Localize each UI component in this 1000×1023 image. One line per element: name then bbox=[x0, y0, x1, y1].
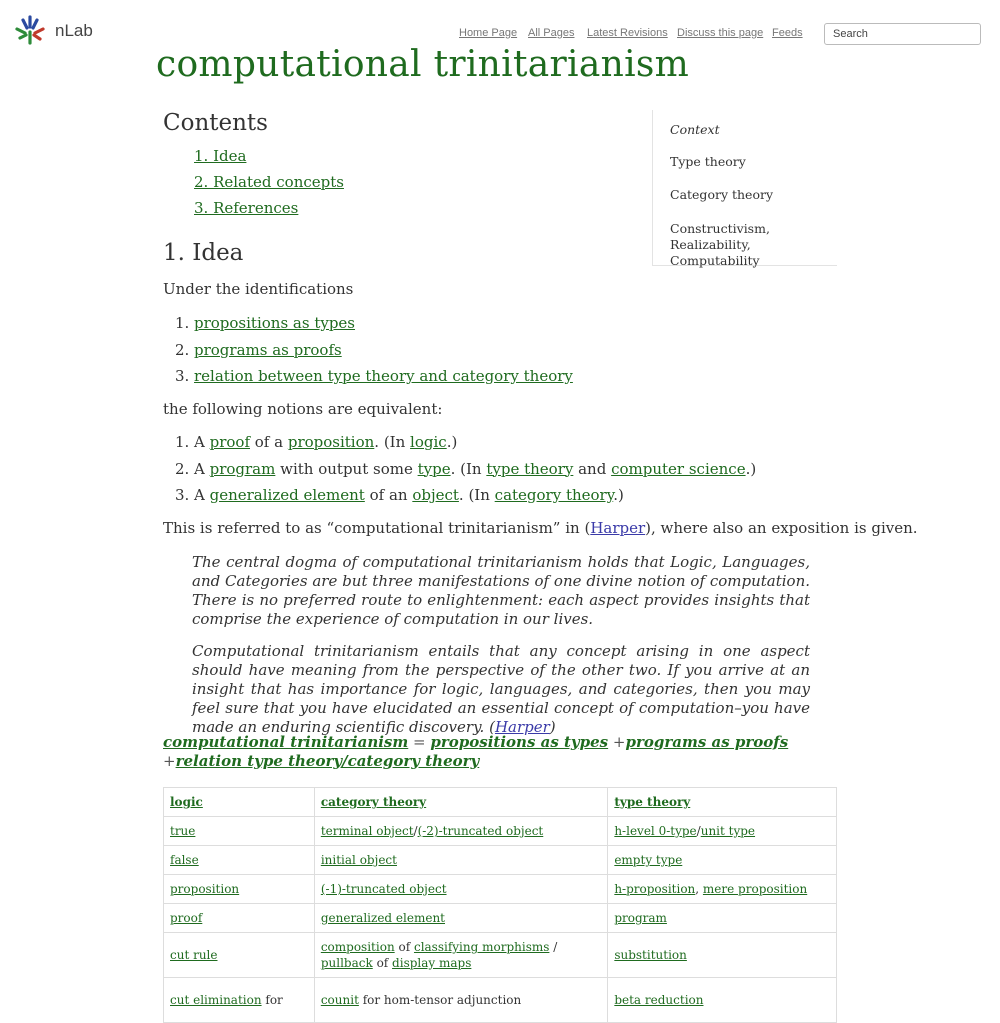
page-title: computational trinitarianism bbox=[156, 44, 690, 85]
table-header-row bbox=[164, 788, 837, 817]
table-row bbox=[164, 875, 837, 904]
table-cell[interactable]: cut rule bbox=[164, 933, 315, 978]
list-item: 3. A generalized element of an object. (In category theory.) bbox=[175, 486, 624, 504]
column-header-category-theory[interactable]: category theory bbox=[314, 788, 608, 817]
identifications-list bbox=[175, 313, 573, 393]
context-item-category-theory[interactable]: Category theory bbox=[670, 187, 774, 203]
table-row bbox=[164, 933, 837, 978]
link-proposition[interactable]: proposition bbox=[287, 433, 375, 451]
table-cell[interactable]: counit for hom-tensor adjunction bbox=[314, 978, 608, 1023]
table-cell[interactable]: proposition bbox=[164, 875, 315, 904]
table-cell[interactable]: initial object bbox=[314, 846, 608, 875]
link-relation-type-category[interactable]: relation between type theory and category theory bbox=[194, 367, 573, 385]
link-relation-type-category-formula[interactable]: relation type theory/category theory bbox=[175, 752, 480, 770]
link-harper-quote[interactable]: Harper bbox=[494, 718, 550, 736]
table-cell[interactable]: h-level 0-type/unit type bbox=[608, 817, 837, 846]
context-item-constructivism[interactable]: Constructivism, Realizability, Computability bbox=[670, 220, 770, 268]
link-programs-as-proofs[interactable]: programs as proofs bbox=[194, 340, 342, 359]
toc-item[interactable]: 3. References bbox=[194, 199, 299, 217]
table-cell[interactable]: terminal object/(-2)-truncated object bbox=[314, 817, 608, 846]
table-of-contents bbox=[194, 146, 344, 224]
link-logic[interactable]: logic bbox=[410, 433, 447, 451]
toc-item[interactable]: 1. Idea bbox=[194, 147, 247, 165]
toc-item[interactable]: 2. Related concepts bbox=[194, 173, 344, 191]
table-cell[interactable]: true bbox=[164, 817, 315, 846]
table-cell[interactable]: composition of classifying morphisms / pullback of display maps bbox=[314, 933, 608, 978]
nav-latest-revisions[interactable]: Latest Revisions bbox=[587, 27, 668, 39]
table-cell[interactable]: program bbox=[608, 904, 837, 933]
site-name[interactable]: nLab bbox=[55, 21, 93, 40]
table-cell[interactable]: h-proposition, mere proposition bbox=[608, 875, 837, 904]
table-cell[interactable]: false bbox=[164, 846, 315, 875]
link-propositions-as-types-formula[interactable]: propositions as types bbox=[430, 733, 609, 751]
trinity-formula: computational trinitarianism = propositions as types +programs as proofs +relation type theory/category theory bbox=[163, 733, 789, 770]
table-cell[interactable]: beta reduction bbox=[608, 978, 837, 1023]
list-item: 1. propositions as types bbox=[175, 314, 356, 332]
list-item: 3. relation between type theory and category theory bbox=[175, 367, 573, 385]
nlab-logo-icon[interactable] bbox=[14, 14, 46, 46]
link-category-theory[interactable]: category theory bbox=[494, 486, 614, 504]
section-heading-idea: 1. Idea bbox=[163, 240, 244, 266]
link-program[interactable]: program bbox=[209, 459, 276, 478]
list-item: 2. programs as proofs bbox=[175, 340, 342, 359]
following-text: the following notions are equivalent: bbox=[163, 400, 443, 418]
list-item: 2. A program with output some type. (In type theory and computer science.) bbox=[175, 459, 757, 478]
table-row bbox=[164, 978, 837, 1023]
link-generalized-element[interactable]: generalized element bbox=[209, 486, 365, 504]
nav-feeds[interactable]: Feeds bbox=[772, 27, 803, 39]
link-propositions-as-types[interactable]: propositions as types bbox=[194, 314, 356, 332]
link-harper[interactable]: Harper bbox=[590, 519, 646, 537]
table-cell[interactable]: proof bbox=[164, 904, 315, 933]
blockquote-1: The central dogma of computational trinitarianism holds that Logic, Languages, and Categories are but three manifestations of one divine notion of computation. There is no preferred route to enlightenment: each aspect provides insights that comprise the experience of computation in our lives. bbox=[192, 553, 810, 628]
blockquote-2: Computational trinitarianism entails that any concept arising in one aspect should have meaning from the perspective of the other two. If you arrive at an insight that has importance for logic, languages, and categories, then you may feel sure that you have elucidated an essential concept of computation–you have made an enduring scientific discovery. (Harper) bbox=[192, 642, 810, 736]
list-item: 1. A proof of a proposition. (In logic.) bbox=[175, 433, 458, 451]
link-computational-trinitarianism[interactable]: computational trinitarianism bbox=[163, 733, 409, 751]
referred-text: This is referred to as “computational trinitarianism” in (Harper), where also an exposition is given. bbox=[163, 519, 918, 537]
intro-text: Under the identifications bbox=[163, 280, 354, 298]
link-object[interactable]: object bbox=[412, 486, 459, 504]
table-cell[interactable]: empty type bbox=[608, 846, 837, 875]
column-header-logic[interactable]: logic bbox=[164, 788, 315, 817]
table-row bbox=[164, 817, 837, 846]
link-type[interactable]: type bbox=[417, 459, 451, 478]
context-item-type-theory[interactable]: Type theory bbox=[670, 154, 746, 169]
table-cell[interactable]: (-1)-truncated object bbox=[314, 875, 608, 904]
link-computer-science[interactable]: computer science bbox=[611, 459, 746, 478]
table-cell[interactable]: substitution bbox=[608, 933, 837, 978]
column-header-type-theory[interactable]: type theory bbox=[608, 788, 837, 817]
context-box bbox=[652, 110, 837, 266]
table-row bbox=[164, 904, 837, 933]
table-cell[interactable]: cut elimination for bbox=[164, 978, 315, 1023]
equivalent-list bbox=[175, 432, 756, 512]
link-type-theory[interactable]: type theory bbox=[486, 459, 574, 478]
link-programs-as-proofs-formula[interactable]: programs as proofs bbox=[625, 733, 789, 751]
context-title: Context bbox=[670, 122, 720, 137]
link-proof[interactable]: proof bbox=[209, 433, 250, 451]
table-row bbox=[164, 846, 837, 875]
correspondence-table bbox=[163, 787, 837, 1023]
nav-all-pages[interactable]: All Pages bbox=[528, 27, 575, 39]
table-cell[interactable]: generalized element bbox=[314, 904, 608, 933]
search-input[interactable] bbox=[824, 23, 981, 45]
contents-heading: Contents bbox=[163, 110, 268, 136]
nav-discuss-page[interactable]: Discuss this page bbox=[677, 27, 764, 39]
nav-home-page[interactable]: Home Page bbox=[459, 27, 518, 39]
